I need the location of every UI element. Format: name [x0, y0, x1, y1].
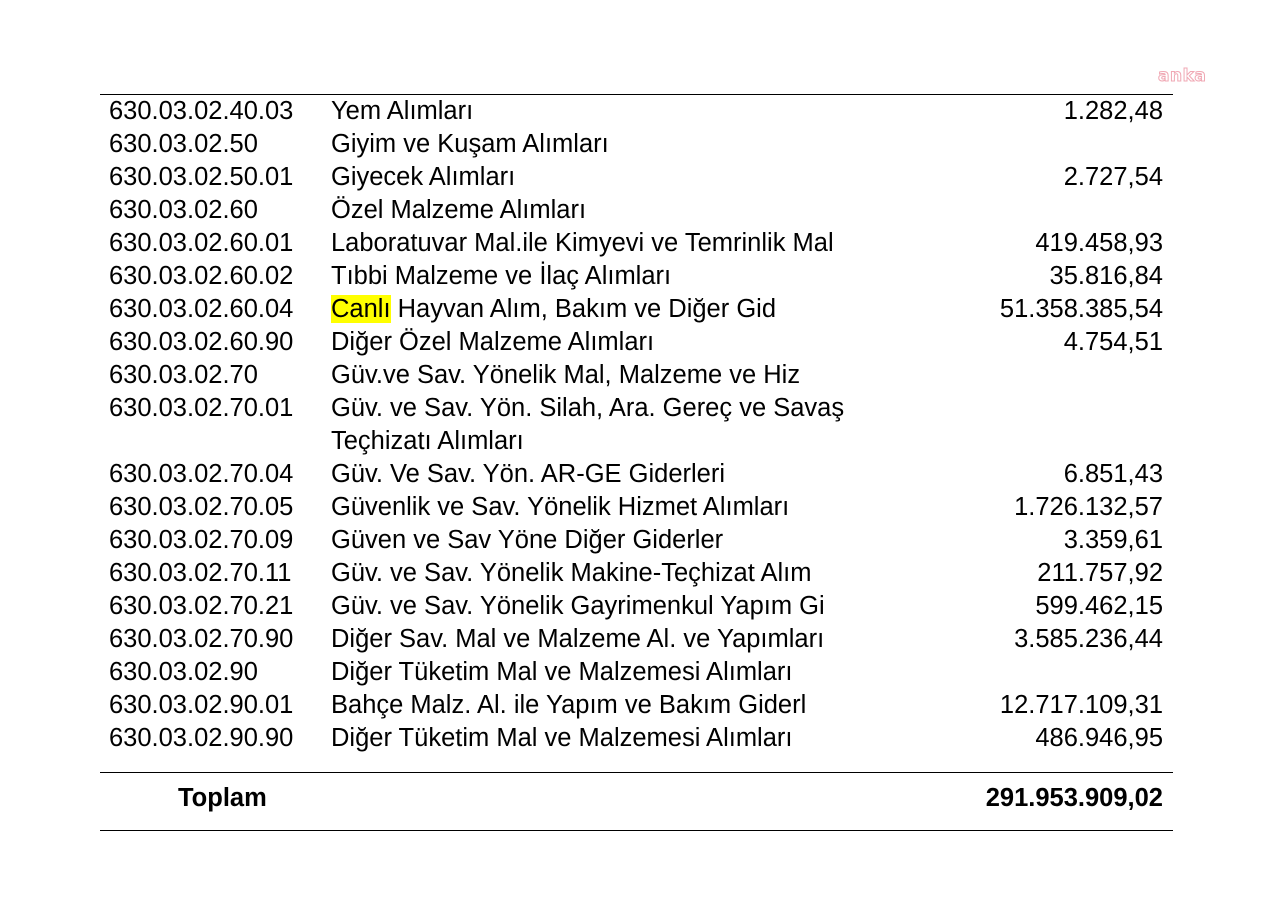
account-code: 630.03.02.60.90	[109, 328, 294, 356]
account-description: Diğer Tüketim Mal ve Malzemesi Alımları	[331, 658, 793, 686]
amount: 35.816,84	[1049, 262, 1163, 290]
total-row	[100, 773, 1173, 830]
table-row	[100, 491, 1173, 524]
table-row	[100, 359, 1173, 392]
account-code: 630.03.02.90.01	[109, 691, 294, 719]
total-amount: 291.953.909,02	[985, 784, 1163, 812]
amount: 211.757,92	[1037, 559, 1163, 587]
table-row	[100, 326, 1173, 359]
amount: 12.717.109,31	[999, 691, 1163, 719]
amount: 3.359,61	[1063, 526, 1163, 554]
expense-table	[100, 94, 1173, 831]
account-description: Diğer Tüketim Mal ve Malzemesi Alımları	[331, 724, 793, 752]
account-description: Özel Malzeme Alımları	[331, 196, 587, 224]
account-description: Laboratuvar Mal.ile Kimyevi ve Temrinlik Mal	[331, 229, 834, 257]
watermark-logo: anka	[1158, 66, 1207, 86]
table-body	[100, 95, 1173, 755]
account-description: Güvenlik ve Sav. Yönelik Hizmet Alımları	[331, 493, 790, 521]
account-code: 630.03.02.70.90	[109, 625, 294, 653]
account-code: 630.03.02.90.90	[109, 724, 294, 752]
table-row	[100, 656, 1173, 689]
account-description: Güv. ve Sav. Yönelik Makine-Teçhizat Alım	[331, 559, 812, 587]
table-row	[100, 227, 1173, 260]
account-code: 630.03.02.70.04	[109, 460, 294, 488]
amount: 6.851,43	[1063, 460, 1163, 488]
account-code: 630.03.02.60	[109, 196, 258, 224]
table-row	[100, 524, 1173, 557]
account-description: Giyecek Alımları	[331, 163, 516, 191]
amount: 486.946,95	[1035, 724, 1163, 752]
amount: 51.358.385,54	[999, 295, 1163, 323]
account-description	[331, 293, 931, 326]
amount: 2.727,54	[1063, 163, 1163, 191]
amount: 4.754,51	[1063, 328, 1163, 356]
account-description: Bahçe Malz. Al. ile Yapım ve Bakım Giderl	[331, 691, 807, 719]
highlighted-text: Canlı	[331, 295, 391, 323]
account-code: 630.03.02.40.03	[109, 97, 294, 125]
account-code: 630.03.02.70.21	[109, 592, 294, 620]
description-text: Hayvan Alım, Bakım ve Diğer Gid	[390, 295, 776, 323]
total-label: Toplam	[178, 784, 267, 812]
account-code: 630.03.02.90	[109, 658, 258, 686]
account-description: Diğer Sav. Mal ve Malzeme Al. ve Yapımları	[331, 625, 825, 653]
amount: 1.726.132,57	[1014, 493, 1163, 521]
amount: 1.282,48	[1063, 97, 1163, 125]
table-row	[100, 458, 1173, 491]
table-row	[100, 722, 1173, 755]
account-description: Güven ve Sav Yöne Diğer Giderler	[331, 526, 724, 554]
table-row	[100, 293, 1173, 326]
amount: 3.585.236,44	[1014, 625, 1163, 653]
account-description: Güv. ve Sav. Yön. Silah, Ara. Gereç ve Savaş Teçhizatı Alımları	[331, 394, 845, 455]
account-code: 630.03.02.60.01	[109, 229, 294, 257]
table-end-rule	[100, 830, 1173, 831]
table-row	[100, 260, 1173, 293]
table-row	[100, 95, 1173, 128]
account-description: Tıbbi Malzeme ve İlaç Alımları	[331, 262, 672, 290]
account-description: Güv.ve Sav. Yönelik Mal, Malzeme ve Hiz	[331, 361, 801, 389]
account-description: Yem Alımları	[331, 97, 474, 125]
table-row	[100, 194, 1173, 227]
account-code: 630.03.02.70.09	[109, 526, 294, 554]
table-row	[100, 161, 1173, 194]
amount: 599.462,15	[1035, 592, 1163, 620]
account-code: 630.03.02.60.02	[109, 262, 294, 290]
account-code: 630.03.02.70.05	[109, 493, 294, 521]
table-row	[100, 689, 1173, 722]
account-code: 630.03.02.50	[109, 130, 258, 158]
table-row	[100, 392, 1173, 458]
table-row	[100, 590, 1173, 623]
account-description: Diğer Özel Malzeme Alımları	[331, 328, 655, 356]
table-row	[100, 128, 1173, 161]
account-code: 630.03.02.70.01	[109, 394, 294, 422]
account-description: Güv. Ve Sav. Yön. AR-GE Giderleri	[331, 460, 726, 488]
account-code: 630.03.02.50.01	[109, 163, 294, 191]
account-description: Güv. ve Sav. Yönelik Gayrimenkul Yapım Gi	[331, 592, 825, 620]
amount: 419.458,93	[1035, 229, 1163, 257]
account-description: Giyim ve Kuşam Alımları	[331, 130, 609, 158]
table-row	[100, 623, 1173, 656]
account-code: 630.03.02.70	[109, 361, 258, 389]
account-code: 630.03.02.60.04	[109, 295, 294, 323]
account-code: 630.03.02.70.11	[109, 559, 292, 587]
table-row	[100, 557, 1173, 590]
